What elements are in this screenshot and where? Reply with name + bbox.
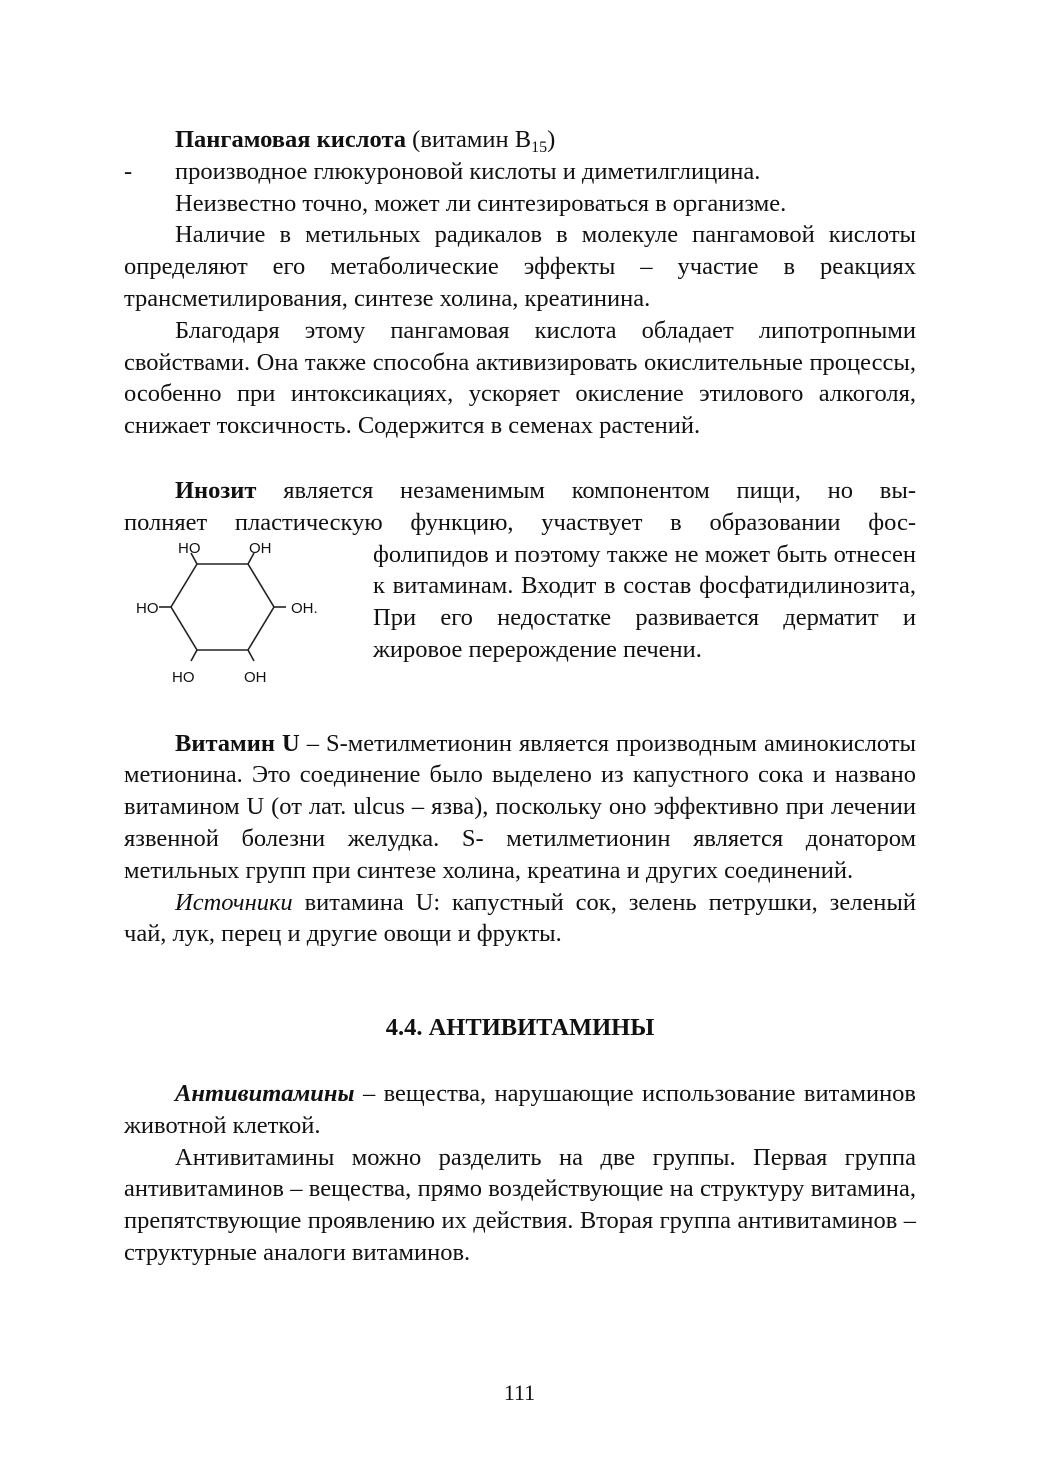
page-number: 111 xyxy=(503,1380,536,1405)
page-body xyxy=(124,124,916,1269)
vitamin-u-sources-italic: Источники xyxy=(175,888,293,916)
vitamin-u-para1-text: – S-метилметионин является производным аминокислоты метионина. Это соединение было выделено из капустного сока и названо витамином U (от лат. ulcus – язва), поскольку оно эффективно при лечении язвенной болезни желудка. S- метилметионин является донатором метильных групп при синтезе холина, креатина и других соединений. xyxy=(124,729,917,884)
pangamic-title xyxy=(124,124,916,156)
antivitamins-definition-text: – вещества, нарушающие использование витаминов животной клеткой. xyxy=(124,1079,916,1139)
inositol-wrap-text: фолипидов и поэтому также не может быть отнесен к витаминам. Входит в состав фосфатидилинозита, При его недостатке развивается дерматит и жировое перерождение печени. xyxy=(373,540,916,663)
list-dash: - xyxy=(124,157,133,185)
section-heading: 4.4. АНТИВИТАМИНЫ xyxy=(385,1014,655,1042)
pangamic-para4: Благодаря этому пангамовая кислота обладает липотропными свойствами. Она также способна активизировать окислительные процессы, особенно при интоксикациях, ускоряет окисление этилового алкоголя, снижает токсичность. Содержится в семенах растений. xyxy=(124,316,916,440)
vitamin-u-sources-text: витамина U: капустный сок, зелень петрушки, зеленый чай, лук, перец и другие овощи и фрукты. xyxy=(124,888,916,948)
pangamic-title-rest: (витамин B xyxy=(406,126,532,153)
inositol-ring xyxy=(171,564,274,650)
label-bottom-left: HO xyxy=(172,668,195,686)
pangamic-title-bold: Пангамовая кислота xyxy=(175,126,407,153)
pangamic-line1-text: производное глюкуроновой кислоты и диметилглицина. xyxy=(175,157,761,185)
label-right: OH. xyxy=(291,599,318,617)
antivitamins-groups: Антивитамины можно разделить на две группы. Первая группа антивитаминов – вещества, прямо воздействующие на структуру витамина, препятствующие проявлению их действия. Вторая группа антивитаминов – структурные аналоги витаминов. xyxy=(124,1143,916,1266)
vitamin-u-sources xyxy=(124,887,916,951)
inositol-figure-block xyxy=(124,539,916,698)
pangamic-para3: Наличие в метильных радикалов в молекуле пангамовой кислоты определяют его метаболические эффекты – участие в реакциях трансметилирования, синтезе холина, креатинина. xyxy=(124,221,916,312)
vitamin-u-title-bold: Витамин U xyxy=(175,729,300,757)
label-bottom-right: OH xyxy=(244,668,267,686)
inositol-intro-line1-text: является незаменимым компонентом пищи, но вы- xyxy=(256,476,916,504)
antivitamins-definition xyxy=(124,1078,916,1142)
antivitamins-term: Антивитамины xyxy=(175,1079,355,1107)
inositol-title-bold: Инозит xyxy=(175,476,257,504)
label-top-left: HO xyxy=(178,539,201,557)
pangamic-line1 xyxy=(124,156,916,188)
inositol-intro-line1 xyxy=(124,475,916,507)
pangamic-title-subscript: 15 xyxy=(531,139,548,156)
label-top-right: OH xyxy=(249,539,272,557)
pangamic-line2: Неизвестно точно, может ли синтезироваться в организме. xyxy=(175,189,787,217)
vitamin-u-para1 xyxy=(124,728,916,887)
inositol-intro-line2: полняет пластическую функцию, участвует в образовании фос- xyxy=(124,508,916,536)
inositol-structure-diagram xyxy=(136,540,351,700)
pangamic-title-close: ) xyxy=(547,126,556,153)
label-left: HO xyxy=(136,599,159,617)
